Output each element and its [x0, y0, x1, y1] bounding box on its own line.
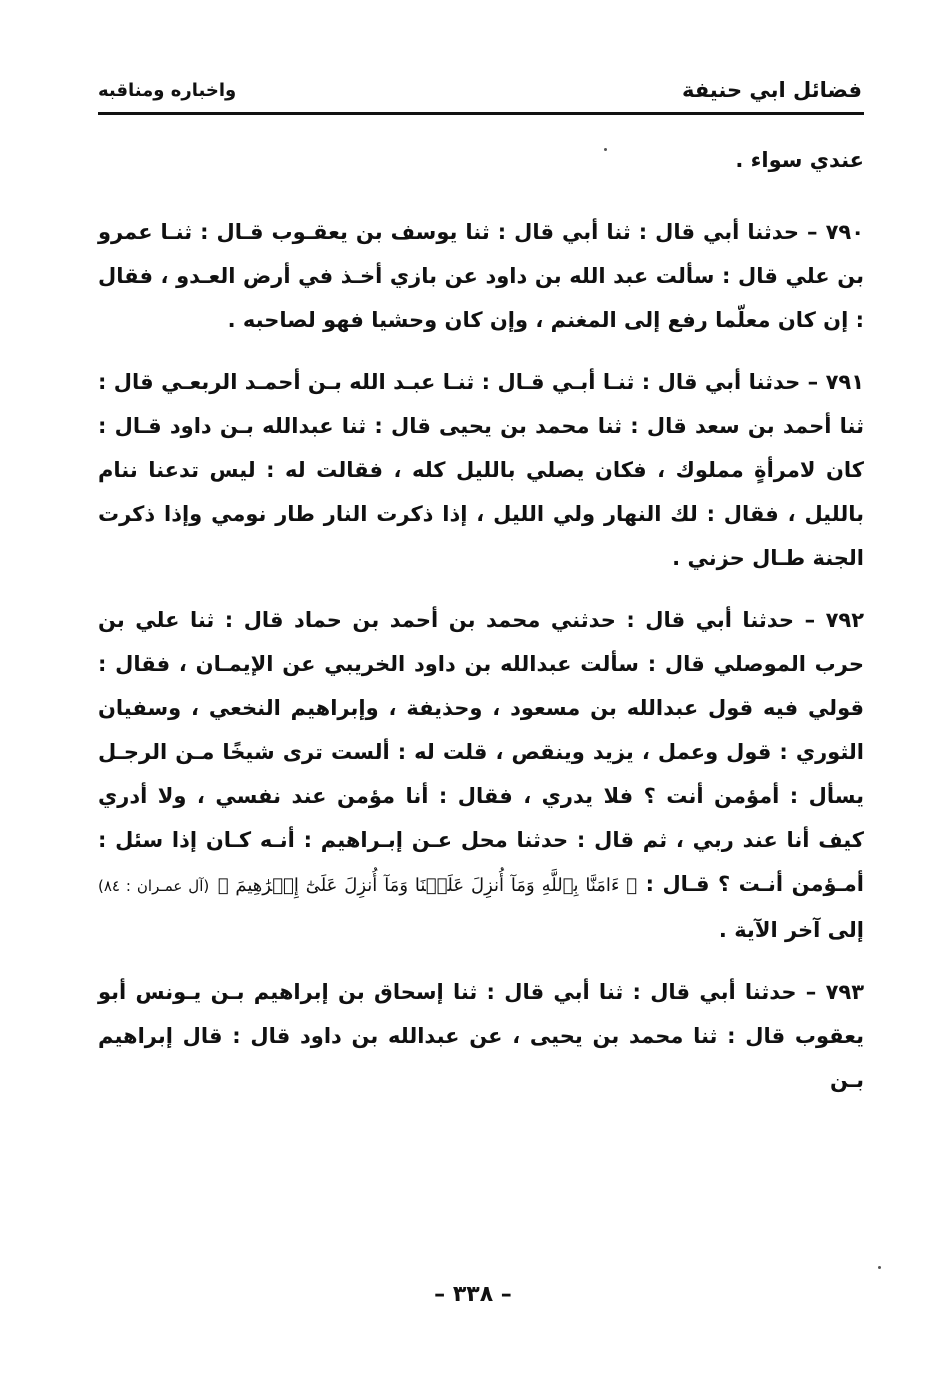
hadith-text: حدثنا أبي قال : ثنـا أبـي قـال : ثنـا عبـد الله بـن أحمـد الربعـي قال : ثنا أحمد بن سعد قال : ثنا محمد بن يحيى قال : ثنا عبدالله بـن داود قـال : كان لامرأةٍ مملوك ، فكان يصلي بالليل كله ، فقالت له : ليس تدعنا ننام بالليل ، فقال : لك النهار ولي الليل ، إذا ذكرت النار طار نومي وإذا ذكرت الجنة طـال حزني .	[98, 370, 864, 570]
hadith-text: حدثنا أبي قال : ثنا أبي قال : ثنا يوسف بن يعقـوب قـال : ثنـا عمرو بن علي قال : سألت عبد الله بن داود عن بازي أخـذ في أرض العـدو ، فقال : إن كان معلّما رفع إلى المغنم ، وإن كان وحشيا فهو لصاحبه .	[98, 220, 864, 332]
hadith-text: حدثنا أبي قال : ثنا أبي قال : ثنا إسحاق بن إبراهيم بـن يـونس أبو يعقوب قال : ثنا محمد بن يحيى ، عن عبدالله بن داود قال : قال إبراهيم بـن	[98, 980, 864, 1092]
hadith-text-end: إلى آخر الآية .	[718, 918, 864, 942]
quran-verse: ﴿ ءَامَنَّا بِٱللَّهِ وَمَآ أُنزِلَ عَلَيۡنَا وَمَآ أُنزِلَ عَلَىٰٓ إِبۡرَٰهِيمَ ﴾	[217, 875, 638, 896]
main-text	[98, 138, 864, 1120]
hadith-text: حدثنا أبي قال : حدثني محمد بن أحمد بن حماد قال : ثنا علي بن حرب الموصلي قال : سألت عبدالله بن داود الخريبي عن الإيمـان ، فقال : قولي فيه قول عبدالله بن مسعود ، وحذيفة ، وإبراهيم النخعي ، وسفيان الثوري : قول وعمل ، يزيد وينقص ، قلت له : ألست ترى شيخًا مـن الرجـل يسأل : أمؤمن أنت ؟ فلا يدري ، فقال : أنا مؤمن عند نفسي ، ولا أدري كيف أنا عند ربي ، ثم قال : حدثنا محل عـن إبـراهيم : أنـه كـان إذا سئل : أمـؤمن أنـت ؟ قـال :	[98, 608, 865, 896]
hadith-790	[98, 210, 864, 342]
number-dash: –	[804, 608, 816, 632]
scan-speck	[878, 1266, 881, 1269]
hadith-number: ٧٩١	[825, 370, 865, 394]
hadith-792	[98, 598, 864, 952]
verse-reference: (آل عمـران : ٨٤)	[98, 877, 210, 895]
section-title: واخباره ومناقبه	[98, 80, 237, 101]
scan-speck	[604, 148, 607, 151]
hadith-number: ٧٩٢	[825, 608, 865, 632]
paragraph-text: عندي سواء .	[735, 148, 864, 172]
number-dash: –	[807, 220, 818, 244]
hadith-791	[98, 360, 864, 580]
book-title: فضائل ابي حنيفة	[681, 78, 862, 102]
number-dash: –	[805, 980, 817, 1004]
hadith-number: ٧٩٣	[825, 980, 865, 1004]
paragraph-continuation	[98, 138, 864, 182]
running-header	[98, 76, 864, 115]
hadith-number: ٧٩٠	[825, 220, 865, 244]
page-number: – ٣٣٨ –	[434, 1282, 512, 1307]
hadith-793	[98, 970, 864, 1102]
number-dash: –	[807, 370, 819, 394]
